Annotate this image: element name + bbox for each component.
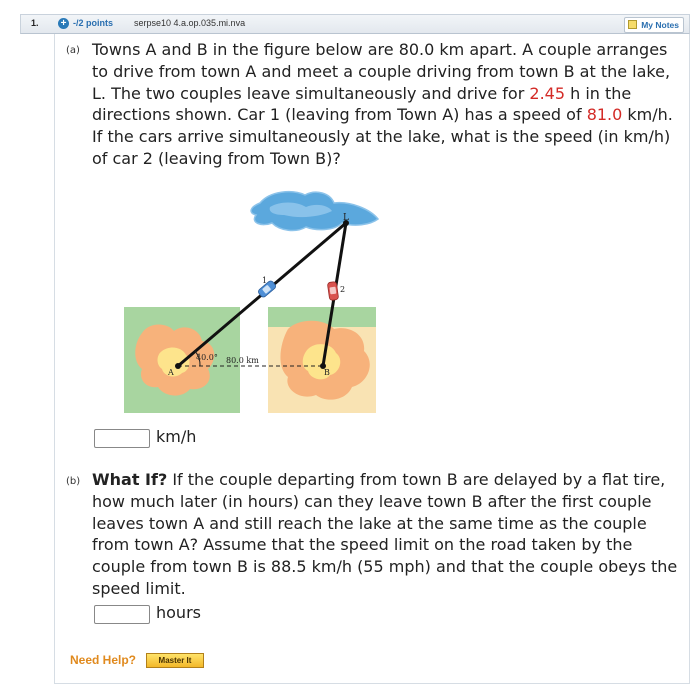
part-b-line-2: how much later (in hours) can they leave town B after the first couple [92, 491, 652, 511]
my-notes-button[interactable] [624, 17, 684, 33]
frame-border-bottom [54, 683, 690, 684]
part-b-line-3: leaves town A and still reach the lake at the same time as the couple [92, 513, 647, 533]
frame-border-right [689, 34, 690, 684]
part-a-line-2: to drive from town A and meet a couple driving from town B at the lake, [92, 61, 671, 81]
part-b-line-6: speed limit. [92, 578, 186, 598]
need-help-label: Need Help? [70, 653, 137, 667]
part-b-line-4: from town A? Assume that the speed limit on the road taken by the [92, 535, 633, 555]
part-b-line-1: What If? If the couple departing from town B are delayed by a flat tire, [92, 470, 666, 489]
angle-label: 40.0° [196, 353, 218, 362]
notes-icon [628, 20, 637, 29]
what-if-lead: What If? [92, 470, 168, 489]
answer-a-unit: km/h [156, 427, 197, 446]
question-number: 1. [31, 18, 39, 28]
question-header [20, 14, 690, 34]
master-it-button[interactable]: Master It [146, 653, 204, 668]
town-a-dot [175, 363, 181, 369]
expand-plus-icon[interactable]: + [58, 18, 69, 29]
distance-label: 80.0 km [226, 356, 259, 365]
frame-border-left [54, 34, 55, 684]
town-b-label: B [324, 368, 330, 377]
car-1-label: 1 [262, 276, 268, 285]
answer-b-input[interactable] [94, 605, 150, 624]
part-a-line-1: Towns A and B in the figure below are 80.0 km apart. A couple arranges [92, 40, 668, 59]
speed-value: 81.0 [586, 105, 623, 125]
town-a-label: A [168, 368, 174, 377]
car-2-icon [327, 281, 338, 300]
my-notes-label: My Notes [641, 20, 679, 30]
part-a-question [92, 39, 673, 170]
part-b-question [92, 469, 677, 600]
time-value: 2.45 [529, 83, 566, 103]
answer-a-input[interactable] [94, 429, 150, 448]
part-a-label: (a) [66, 45, 80, 56]
lake-label: L [343, 213, 349, 223]
part-b-line-5: couple from town B is 88.5 km/h (55 mph) and that the couple obeys the [92, 557, 678, 577]
part-a-line-6: of car 2 (leaving from Town B)? [92, 148, 341, 168]
part-b-label: (b) [66, 476, 81, 487]
map-figure [120, 183, 380, 415]
part-a-line-5: If the cars arrive simultaneously at the lake, what is the speed (in km/h) [92, 127, 671, 147]
question-id: serpse10 4.a.op.035.mi.nva [134, 18, 246, 28]
car-2-label: 2 [340, 285, 346, 294]
answer-b-unit: hours [156, 603, 201, 622]
part-a-line-3: L. The two couples leave simultaneously and drive for 2.45 h in the [92, 83, 632, 103]
points-label: -/2 points [73, 18, 113, 28]
part-a-line-4: directions shown. Car 1 (leaving from Town A) has a speed of 81.0 km/h. [92, 105, 673, 125]
